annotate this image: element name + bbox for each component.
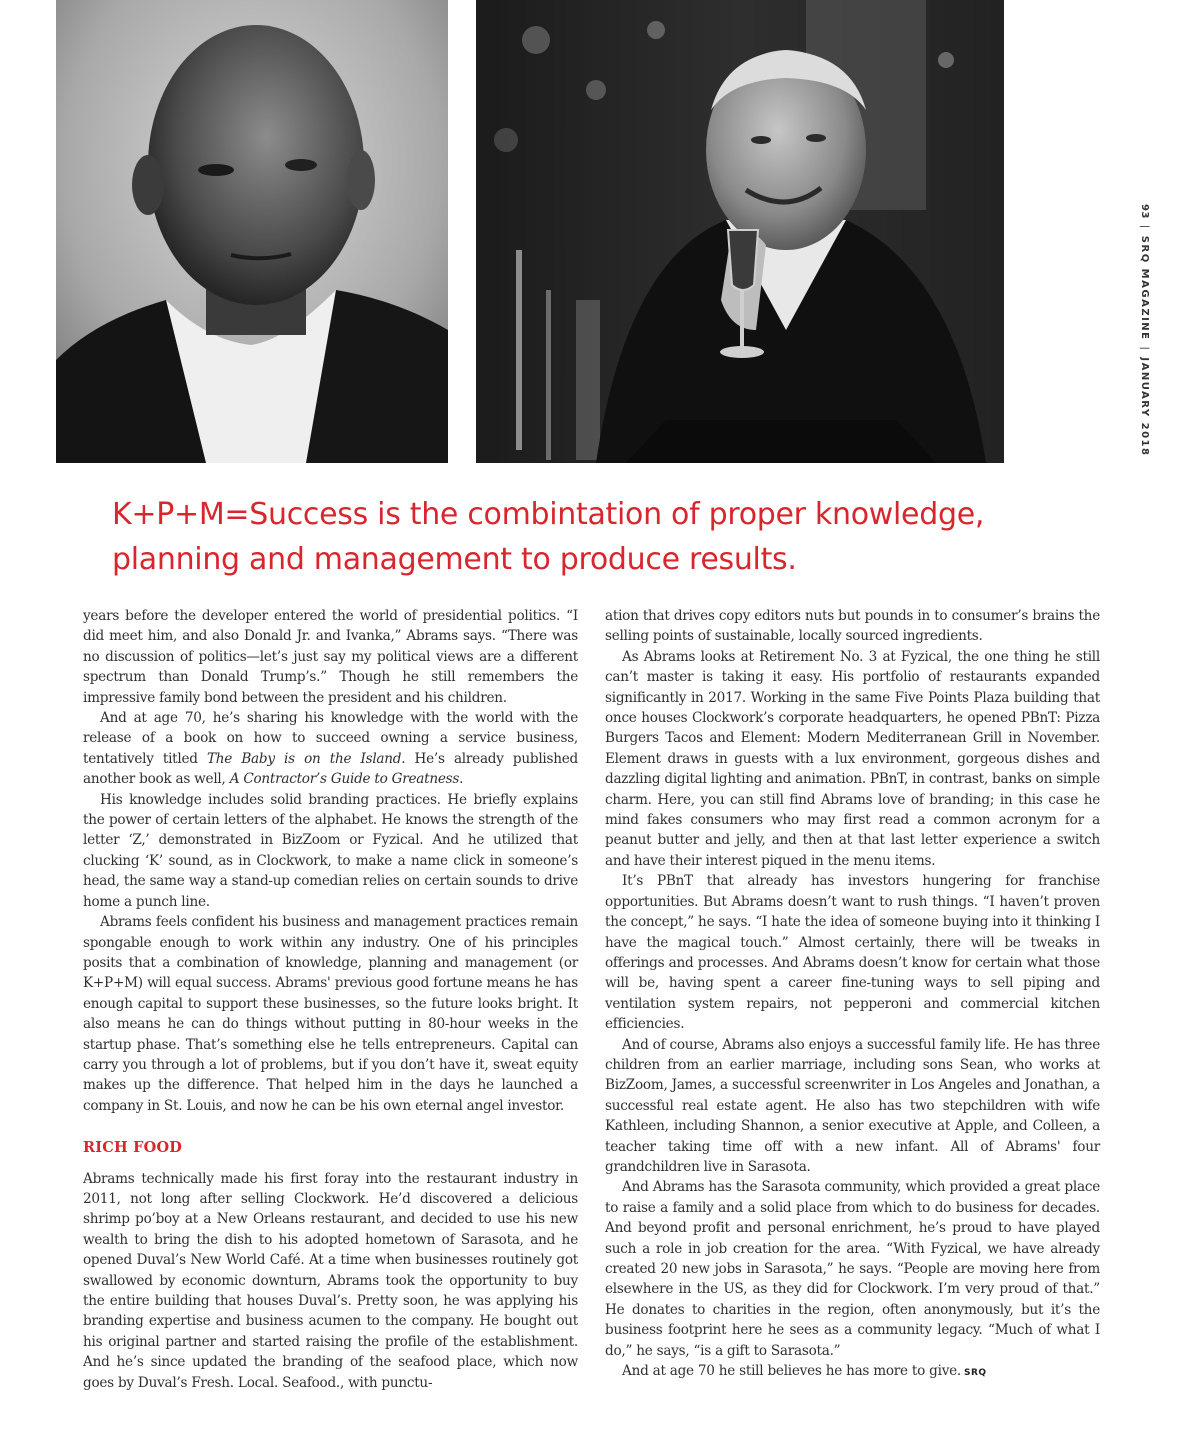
book-title: The Baby is on the Island — [206, 750, 402, 767]
folio-separator-2: | — [1139, 346, 1150, 352]
end-mark: SRQ — [963, 1368, 987, 1379]
paragraph: years before the developer entered the world of presidential politics. “I did meet him, and also Donald Jr. and Ivanka,” Abrams says. “There was no discussion of politics—let’s just say my political views are a different spectrum than Donald Trump’s.” Though he still remembers the impressive family bond between the president and his children. — [83, 608, 578, 706]
text-run: And at age 70, he’s sharing his knowledge with the world with the release of a book on how to succeed owning a service business, tentatively titled — [83, 710, 578, 767]
folio-separator: | — [1139, 224, 1150, 230]
portrait-right-image — [476, 0, 1004, 463]
paragraph: ation that drives copy editors nuts but pounds in to consumer’s brains the selling points of sustainable, locally sourced ingredients. — [605, 608, 1100, 645]
paragraph: And Abrams has the Sarasota community, which provided a great place to raise a family and a solid place from which to do business for decades. And beyond profit and personal enrichment, he’s proud to have played such a role in job creation for the area. “With Fyzical, we have already created 20 new jobs in Sarasota,” he says. “People are moving here from elsewhere in the US, as they did for Clockwork. I’m very proud of that.” He donates to charities in the region, often anonymously, but it’s the business footprint here he sees as a community legacy. “Much of what I do,” he says, “is a gift to Sarasota.” — [605, 1179, 1100, 1359]
paragraph: As Abrams looks at Retirement No. 3 at Fyzical, the one thing he still can’t master is taking it easy. His portfolio of restaurants expanded significantly in 2017. Working in the same Five Points Plaza building that once houses Clockwork’s corporate headquarters, he opened PBnT: Pizza Burgers Tacos and Element: Modern Mediterranean Grill in November. Element draws in guests with a lux environment, gorgeous dishes and dazzling digital lighting and animation. PBnT, in contrast, banks on simple charm. Here, you can still find Abrams love of branding; in this case he mind fakes consumers who may first read a common acronym for a peanut butter and jelly, and then at that last letter experience a switch and have their interest piqued in the menu items. — [605, 648, 1100, 869]
article-column-left — [83, 606, 578, 1393]
pull-quote: K+P+M=Success is the combintation of proper knowledge, planning and management to produce results. — [112, 497, 985, 577]
folio-text — [1139, 204, 1150, 456]
text-run: And at age 70 he still believes he has more to give. — [622, 1363, 961, 1380]
portrait-photo-right — [476, 0, 1004, 463]
portrait-left-image — [56, 0, 448, 463]
paragraph — [605, 1361, 1100, 1383]
book-title: A Contractor’s Guide to Greatness — [229, 771, 460, 788]
text-run: . He’s already published another book as well, — [83, 750, 578, 788]
paragraph: It’s PBnT that already has investors hungering for franchise opportunities. But Abrams doesn’t want to rush things. “I haven’t proven the concept,” he says. “I hate the idea of someone buying into it thinking I have the magical touch.” Almost certainly, there will be tweaks in offerings and processes. And Abrams doesn’t know for certain what those will be, having spent a career fine-tuning ways to sell piping and ventilation system repairs, not pepperoni and commercial kitchen efficiencies. — [605, 873, 1100, 1033]
paragraph: And of course, Abrams also enjoys a successful family life. He has three children from an earlier marriage, including sons Sean, who works at BizZoom, James, a successful screenwriter in Los Angeles and Jonathan, a successful real estate agent. He also has two stepchildren with wife Kathleen, including Shannon, a senior executive at Apple, and Colleen, a teacher taking time off with a new infant. All of Abrams' four grandchildren live in Sarasota. — [605, 1036, 1100, 1175]
paragraph: Abrams feels confident his business and management practices remain spongable enough to work within any industry. One of his principles posits that a combination of knowledge, planning and management (or K+P+M) will equal success. Abrams' previous good fortune means he has enough capital to support these businesses, so the future looks bright. It also means he can do things without putting in 80-hour weeks in the startup phase. That’s something else he tells entrepreneurs. Capital can carry you through a lot of problems, but if you don’t have it, sweat equity makes up the difference. That helped him in the days he launched a company in St. Louis, and now he can be his own eternal angel investor. — [83, 914, 578, 1114]
page-number: 93 — [1139, 204, 1150, 219]
issue-date: JANUARY 2018 — [1139, 357, 1150, 457]
text-run: . — [459, 771, 464, 788]
publication-name: SRQ MAGAZINE — [1139, 235, 1150, 341]
paragraph: His knowledge includes solid branding practices. He briefly explains the power of certain letters of the alphabet. He knows the strength of the letter ‘Z,’ demonstrated in BizZoom or Fyzical. And he utilized that clucking ‘K’ sound, as in Clockwork, to make a name click in someone’s head, the same way a stand-up comedian relies on certain sounds to drive home a punch line. — [83, 791, 578, 910]
section-subhead: RICH FOOD — [83, 1139, 183, 1157]
page-folio — [1138, 204, 1162, 457]
paragraph: Abrams technically made his first foray into the restaurant industry in 2011, not long after selling Clockwork. He’d discovered a delicious shrimp po’boy at a New Orleans restaurant, and decided to use his new wealth to bring the dish to his adopted hometown of Sarasota, and he opened Duval’s New World Café. At a time when businesses routinely got swallowed by economic downturn, Abrams took the opportunity to buy the entire building that houses Duval’s. Pretty soon, he was applying his branding expertise and business acumen to the company. He bought out his original partner and started raising the profile of the establishment. And he’s since updated the branding of the seafood place, which now goes by Duval’s Fresh. Local. Seafood., with punctu- — [83, 1170, 578, 1391]
portrait-photo-left — [56, 0, 448, 463]
paragraph — [83, 708, 578, 790]
article-column-right — [605, 606, 1100, 1383]
